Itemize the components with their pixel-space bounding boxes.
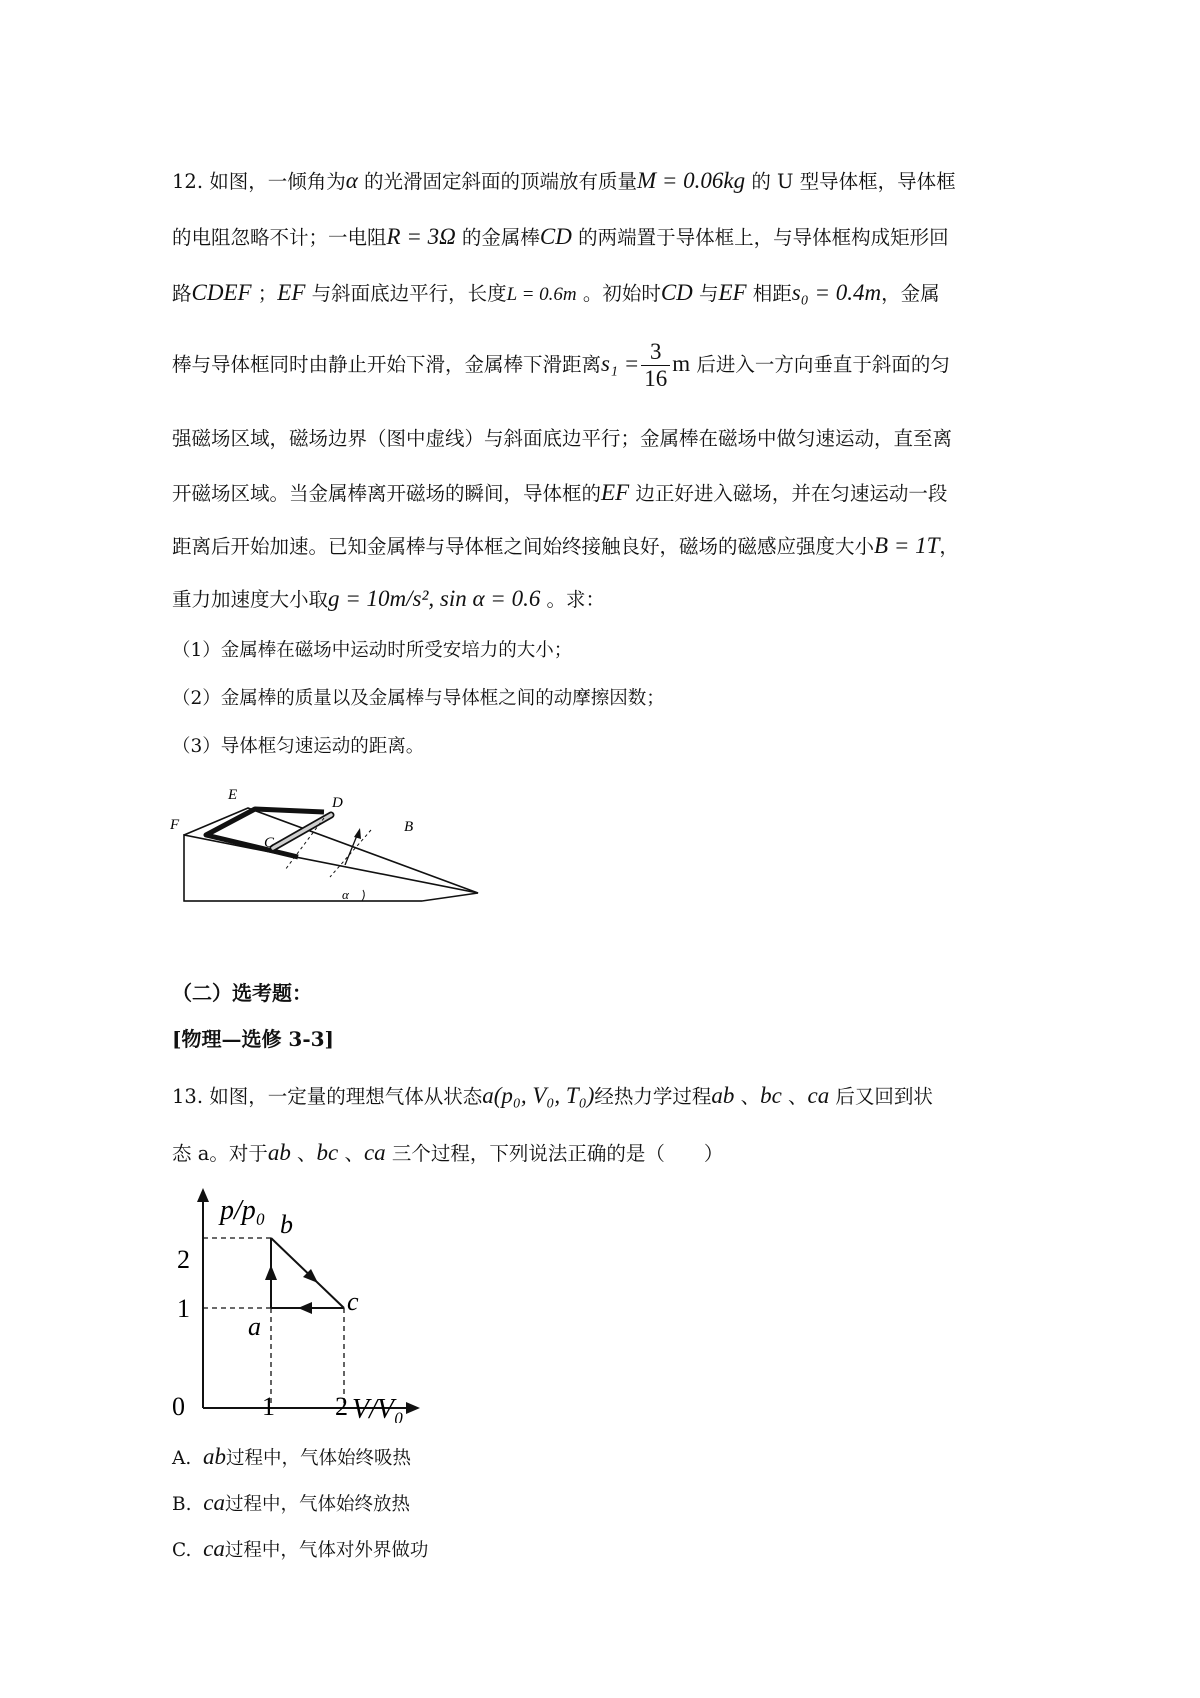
mass-formula: M = 0.06kg xyxy=(637,168,746,193)
s1-formula: s₁ = xyxy=(601,351,640,376)
point-b-label: b xyxy=(280,1210,293,1239)
option-c[interactable]: C. ca过程中，气体对外界做功 xyxy=(172,1536,429,1561)
arrow-ca xyxy=(298,1302,312,1314)
label-d: D xyxy=(332,795,343,811)
g-sin-formula: g = 10m/s², sin α = 0.6 xyxy=(328,586,541,611)
label-e: E xyxy=(228,787,238,803)
y-axis-arrow xyxy=(197,1188,209,1202)
q12-line-7: 距离后开始加速。已知金属棒与导体框之间始终接触良好，磁场的磁感应强度大小B = 1T， xyxy=(172,533,959,558)
y-axis-label: p/p₀ xyxy=(220,1195,266,1226)
q13-line-1: 13. 如图，一定量的理想气体从状态a(p₀, V₀, T₀)经热力学过程ab 、bc 、ca 后又回到状 xyxy=(172,1083,933,1108)
resistance-formula: R = 3Ω xyxy=(386,224,456,249)
incline-figure xyxy=(170,773,490,923)
angle-arc xyxy=(362,890,364,901)
fraction-3-16: $\frac{3}{16}$ xyxy=(641,339,670,392)
edge-ef-2: EF xyxy=(718,280,747,305)
q12-sub-3: （3）导体框匀速运动的距离。 xyxy=(172,736,425,757)
point-c-label: c xyxy=(347,1287,359,1316)
x-tick-2: 2 xyxy=(335,1392,348,1421)
origin-label: 0 xyxy=(172,1392,185,1421)
q12-line-6: 开磁场区域。当金属棒离开磁场的瞬间，导体框的EF 边正好进入磁场，并在匀速运动一段 xyxy=(172,480,948,505)
q12-line-4: 棒与导体框同时由静止开始下滑，金属棒下滑距离s₁ = $\frac{3}{16}$ m 后进入一方向垂直于斜面的匀 xyxy=(172,339,950,391)
q13-line-2: 态 a。对于ab 、bc 、ca 三个过程，下列说法正确的是（ ） xyxy=(172,1140,724,1165)
q12-sub-2: （2）金属棒的质量以及金属棒与导体框之间的动摩擦因数； xyxy=(172,688,665,709)
alpha-symbol: α xyxy=(345,168,358,193)
alpha-label: α xyxy=(342,887,349,902)
edge-ef-3: EF xyxy=(601,480,630,505)
b-arrow-head xyxy=(354,828,361,839)
q12-line-2: 的电阻忽略不计；一电阻R = 3Ω 的金属棒CD 的两端置于导体框上，与导体框构成矩形回 xyxy=(172,224,949,249)
x-axis-arrow xyxy=(406,1402,420,1414)
option-b[interactable]: B. ca过程中，气体始终放热 xyxy=(172,1490,410,1515)
loop-cdef: CDEF xyxy=(191,280,252,305)
section-optional: （二）选考题： xyxy=(172,981,312,1005)
pv-graph xyxy=(170,1183,460,1423)
q12-line-1: 12. 如图，一倾角为α 的光滑固定斜面的顶端放有质量M = 0.06kg 的 U 型导体框，导体框 xyxy=(172,168,956,193)
q12-sub-1: （1）金属棒在磁场中运动时所受安培力的大小； xyxy=(172,640,573,661)
edge-ef: EF xyxy=(277,280,306,305)
b-field-formula: B = 1T xyxy=(874,533,940,558)
q12-line-8: 重力加速度大小取g = 10m/s², sin α = 0.6 。求： xyxy=(172,586,606,611)
q12-line-5: 强磁场区域，磁场边界（图中虚线）与斜面底边平行；金属棒在磁场中做匀速运动，直至离 xyxy=(172,427,953,450)
label-f: F xyxy=(170,817,180,833)
x-axis-label: V/V₀ xyxy=(352,1394,404,1423)
b-arrow xyxy=(345,833,358,865)
q12-line-3: 路CDEF ；EF 与斜面底边平行，长度L = 0.6m 。初始时CD 与EF 相距s₀ = 0.4m，金属 xyxy=(172,280,940,305)
y-tick-1: 1 xyxy=(177,1294,190,1323)
s0-formula: s₀ = 0.4m xyxy=(791,280,882,305)
section-elective: [物理—选修 3-3] xyxy=(172,1027,335,1051)
state-a: a(p₀, V₀, T₀) xyxy=(482,1083,595,1108)
point-a-label: a xyxy=(248,1312,261,1341)
x-tick-1: 1 xyxy=(262,1392,275,1421)
option-a[interactable]: A. ab过程中，气体始终吸热 xyxy=(172,1444,412,1469)
arrow-ab xyxy=(265,1265,277,1280)
y-tick-2: 2 xyxy=(177,1245,190,1274)
label-c: C xyxy=(264,835,275,851)
rod-cd: CD xyxy=(539,224,572,249)
label-b: B xyxy=(404,819,414,835)
length-formula: L = 0.6m xyxy=(506,284,577,305)
rod-cd-2: CD xyxy=(660,280,693,305)
wedge-side xyxy=(184,835,478,901)
